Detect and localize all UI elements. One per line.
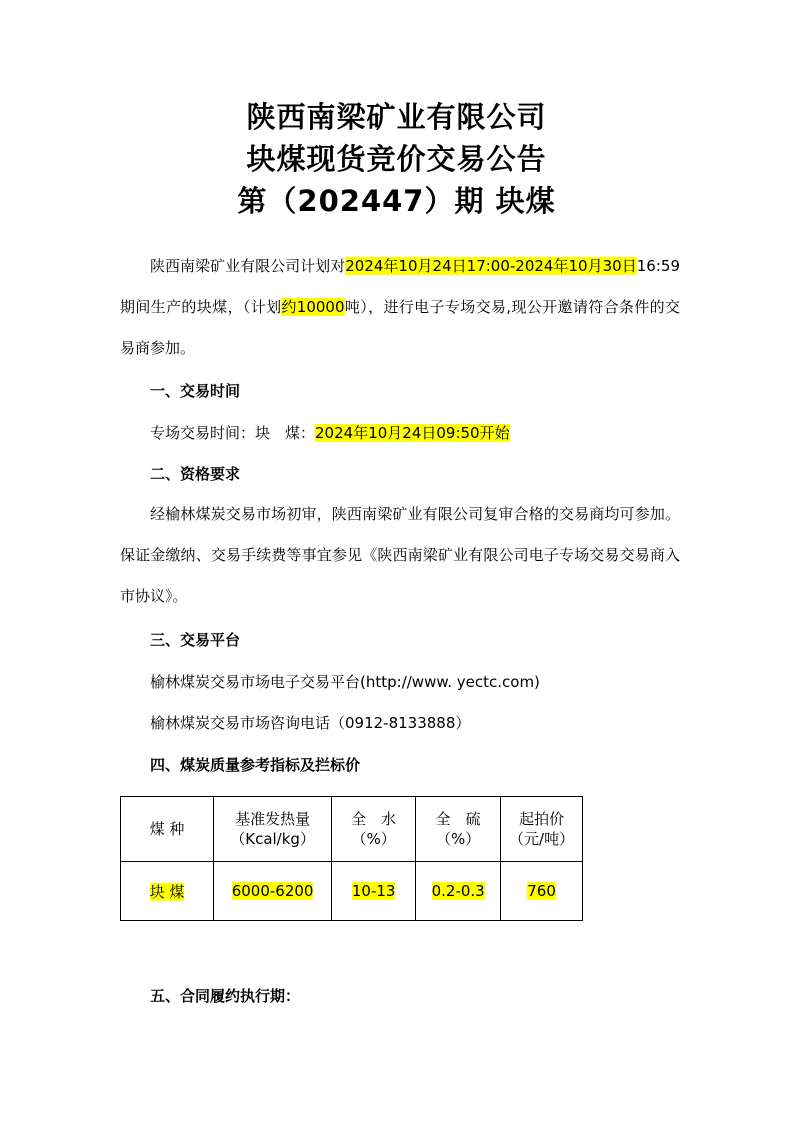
table-row — [121, 862, 583, 921]
trade-period: 2024年10月24日17:00-2024年10月30日 — [345, 257, 637, 275]
intro-text-3: 吨），进行电子专场交易,现公开邀请符合条件的交易商参加。 — [120, 298, 680, 357]
header-moisture: 全 水 （%） — [332, 797, 416, 862]
intro-text-1: 陕西南梁矿业有限公司计划对 — [150, 257, 346, 275]
section-heading-platform: 三、交易平台 — [150, 631, 241, 649]
cell-calorific: 6000-6200 — [214, 862, 332, 921]
planned-quantity: 约10000 — [281, 298, 345, 316]
table-header-row — [121, 797, 583, 862]
cell-start-price: 760 — [501, 862, 583, 921]
consult-hotline: 榆林煤炭交易市场咨询电话（0912-8133888） — [150, 714, 471, 732]
header-start-price: 起拍价 （元/吨） — [501, 797, 583, 862]
cell-moisture: 10-13 — [332, 862, 416, 921]
title-notice: 块煤现货竞价交易公告 — [246, 142, 547, 176]
intro-text-2: 16:59期间生产的块煤，（计划 — [120, 257, 680, 316]
cell-coal-type: 块 煤 — [121, 862, 214, 921]
section-heading-contract-period: 五、合同履约执行期： — [150, 987, 301, 1005]
header-calorific: 基准发热量 （Kcal/kg） — [214, 797, 332, 862]
intro-paragraph — [120, 246, 680, 369]
coal-quality-table — [120, 796, 583, 921]
trade-time-line — [150, 423, 510, 443]
title-issue: 第（202447）期 块煤 — [237, 184, 556, 218]
announcement-title — [0, 96, 793, 222]
cell-sulfur: 0.2-0.3 — [416, 862, 501, 921]
header-sulfur: 全 硫 （%） — [416, 797, 501, 862]
section-heading-trade-time: 一、交易时间 — [150, 382, 241, 400]
trade-time-label: 专场交易时间：块 煤： — [150, 424, 316, 442]
section-heading-quality: 四、煤炭质量参考指标及拦标价 — [150, 756, 361, 774]
platform-url: 榆林煤炭交易市场电子交易平台(http://www. yectc.com) — [150, 673, 540, 691]
qualification-paragraph: 经榆林煤炭交易市场初审，陕西南梁矿业有限公司复审合格的交易商均可参加。保证金缴纳、交易手续费等事宜参见《陕西南梁矿业有限公司电子专场交易交易商入市协议》。 — [120, 505, 680, 605]
trade-time-value: 2024年10月24日09:50开始 — [315, 424, 510, 442]
title-company: 陕西南梁矿业有限公司 — [246, 100, 547, 134]
header-coal-type: 煤 种 — [121, 797, 214, 862]
section-heading-qualification: 二、资格要求 — [150, 465, 241, 483]
